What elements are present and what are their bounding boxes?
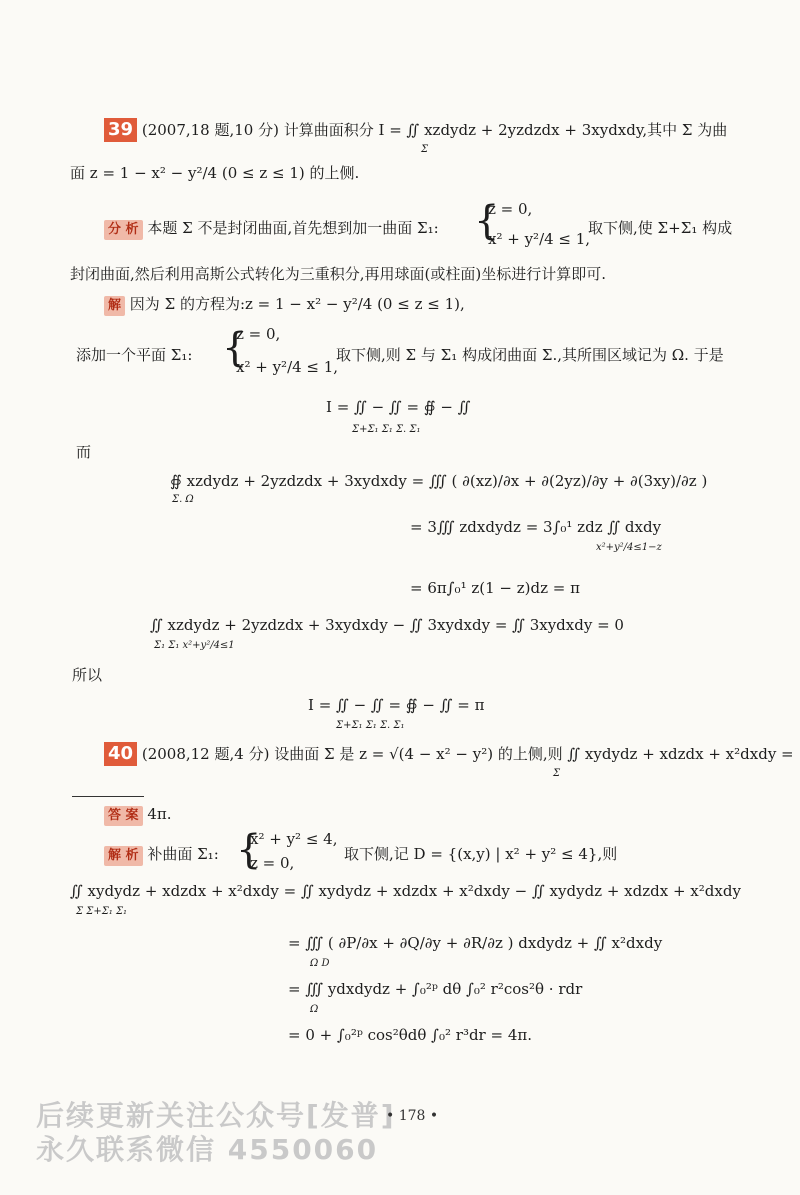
solution-40-line-1 [104, 843, 219, 866]
watermark-line-2: 永久联系微信 4550060 [36, 1133, 379, 1166]
problem-39-line-1 [104, 118, 727, 142]
solution-39-eq-1-subs: Σ+Σ₁ Σ₁ Σ. Σ₁ [352, 424, 421, 435]
solution-39-eq-2-subs: Σ. Ω [172, 494, 194, 505]
solution-39-eq-6: I = ∬ − ∬ = ∯ − ∬ = π [308, 696, 485, 714]
analysis-39-text-a: 本题 Σ 不是封闭曲面,首先想到加一曲面 Σ₁: [147, 219, 439, 237]
jiexi-tag: 解 析 [104, 846, 143, 866]
solution-40-eq-2-subs: Ω D [310, 958, 330, 969]
solution-40-brace: { [236, 827, 262, 873]
solution-39-line-1 [104, 293, 465, 316]
answer-blank [72, 796, 144, 797]
solution-40-case-2: z = 0, [250, 854, 295, 872]
problem-39-statement: (2007,18 题,10 分) 计算曲面积分 I = ∬ xzdydz + 2yzdzdx + 3xydxdy,其中 Σ 为曲 [141, 121, 728, 139]
solution-39-add-a: 添加一个平面 Σ₁: [76, 346, 193, 364]
solution-39-eq-5: ∬ xzdydz + 2yzdzdx + 3xydxdy − ∬ 3xydxdy = ∬ 3xydxdy = 0 [150, 616, 624, 634]
solution-39-add-b: 取下侧,则 Σ 与 Σ₁ 构成闭曲面 Σ.,其所围区域记为 Ω. 于是 [336, 346, 724, 364]
solution-39-add-case-2: x² + y²/4 ≤ 1, [236, 358, 339, 376]
problem-40-statement: (2008,12 题,4 分) 设曲面 Σ 是 z = √(4 − x² − y²) 的上侧,则 ∬ xydydz + xdzdx + x²dxdy = [141, 745, 794, 763]
problem-40-line-1 [104, 742, 794, 766]
page-number: • 178 • [386, 1108, 439, 1124]
solution-39-eq-3: = 3∭ zdxdydz = 3∫₀¹ zdz ∬ dxdy [410, 518, 662, 536]
answer-tag: 答 案 [104, 806, 143, 826]
answer-40-value: 4π. [147, 805, 172, 823]
analysis-39-case-2: x² + y²/4 ≤ 1, [488, 230, 591, 248]
solution-40-eq-4: = 0 + ∫₀²ᵖ cos²θdθ ∫₀² r³dr = 4π. [288, 1026, 533, 1044]
solution-40-eq-1-subs: Σ Σ+Σ₁ Σ₁ [76, 906, 128, 917]
solution-tag: 解 [104, 296, 125, 316]
solution-39-eq-5-subs: Σ₁ Σ₁ x²+y²/4≤1 [154, 640, 235, 651]
solution-40-case-1: x² + y² ≤ 4, [250, 830, 338, 848]
solution-39-eq-4: = 6π∫₀¹ z(1 − z)dz = π [410, 579, 580, 597]
analysis-39-line-1 [104, 217, 439, 240]
watermark-line-1: 后续更新关注公众号[发普] [36, 1099, 396, 1132]
analysis-39-brace: { [474, 198, 500, 244]
analysis-39-case-1: z = 0, [488, 200, 533, 218]
problem-40-integral-sub: Σ [553, 768, 561, 779]
solution-39-eq-2: ∯ xzdydz + 2yzdzdx + 3xydxdy = ∭ ( ∂(xz)/∂x + ∂(2yz)/∂y + ∂(3xy)/∂z ) [170, 472, 708, 490]
solution-39-brace: { [222, 325, 248, 371]
problem-39-badge: 39 [104, 118, 137, 142]
solution-39-word-suoyi: 所以 [72, 666, 103, 684]
solution-40-eq-3-sub: Ω [310, 1004, 319, 1015]
solution-40-text-b: 取下侧,记 D = {(x,y) | x² + y² ≤ 4},则 [344, 845, 618, 863]
problem-39-line-2: 面 z = 1 − x² − y²/4 (0 ≤ z ≤ 1) 的上侧. [70, 164, 360, 182]
solution-40-eq-3: = ∭ ydxdydz + ∫₀²ᵖ dθ ∫₀² r²cos²θ · rdr [288, 980, 583, 998]
solution-39-eq-1: I = ∬ − ∬ = ∯ − ∬ [326, 398, 471, 416]
solution-39-add-case-1: z = 0, [236, 325, 281, 343]
solution-39-word-er: 而 [76, 443, 92, 461]
problem-40-badge: 40 [104, 742, 137, 766]
analysis-39-text-b: 取下侧,使 Σ+Σ₁ 构成 [588, 219, 733, 237]
problem-39-integral-sub: Σ [421, 144, 429, 155]
analysis-tag: 分 析 [104, 220, 143, 240]
solution-40-eq-2: = ∭ ( ∂P/∂x + ∂Q/∂y + ∂R/∂z ) dxdydz + ∬ x²dxdy [288, 934, 663, 952]
solution-39-eq-6-subs: Σ+Σ₁ Σ₁ Σ. Σ₁ [336, 720, 405, 731]
answer-40 [104, 803, 171, 826]
solution-39-equation: 因为 Σ 的方程为:z = 1 − x² − y²/4 (0 ≤ z ≤ 1), [129, 295, 465, 313]
solution-40-text-a: 补曲面 Σ₁: [147, 845, 219, 863]
analysis-39-line-2: 封闭曲面,然后利用高斯公式转化为三重积分,再用球面(或柱面)坐标进行计算即可. [70, 265, 607, 283]
solution-39-eq-3-sub: x²+y²/4≤1−z [596, 542, 662, 553]
solution-40-eq-1: ∬ xydydz + xdzdx + x²dxdy = ∬ xydydz + xdzdx + x²dxdy − ∬ xydydz + xdzdx + x²dxdy [70, 882, 741, 900]
